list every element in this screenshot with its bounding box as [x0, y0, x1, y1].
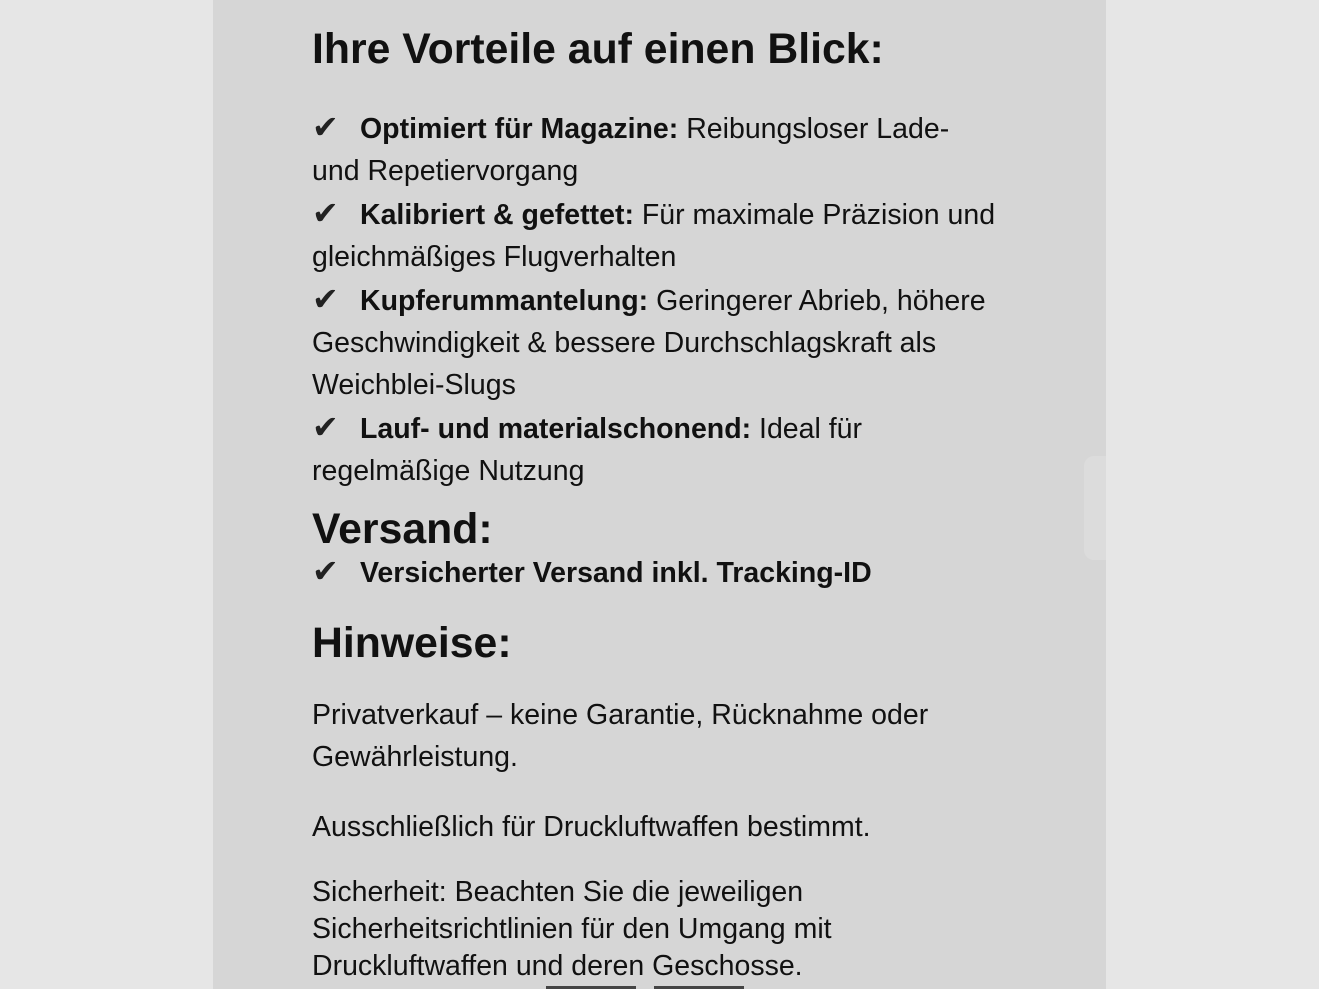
- check-icon: ✔: [312, 281, 339, 317]
- notes-heading: Hinweise:: [312, 619, 512, 667]
- shipping-item: [312, 550, 872, 594]
- check-icon: ✔: [312, 409, 339, 445]
- note-safety: Sicherheit: Beachten Sie die jeweiligen Sicherheitsrichtlinien für den Umgang mit Druckluftwaffen und deren Geschosse.: [312, 876, 832, 982]
- check-icon: ✔: [312, 109, 339, 145]
- benefit-gentle: [312, 406, 1002, 492]
- benefit-text: Reibungsloser Lade- und Repetiervorgang: [312, 113, 950, 187]
- benefit-calibrated: [312, 192, 1002, 278]
- benefit-text: Ideal für regelmäßige Nutzung: [312, 413, 863, 487]
- benefit-label: Optimiert für Magazine:: [360, 113, 679, 145]
- benefit-label: Lauf- und materialschonend:: [360, 413, 752, 445]
- benefit-label: Kupferummantelung:: [360, 285, 649, 317]
- check-icon: ✔: [312, 195, 339, 231]
- note-private-sale: Privatverkauf – keine Garantie, Rücknahme oder Gewährleistung.: [312, 699, 929, 773]
- benefits-list: [312, 106, 1002, 492]
- benefit-magazine: [312, 106, 1002, 192]
- shipping-heading: Versand:: [312, 505, 493, 553]
- benefit-copper: [312, 278, 1002, 406]
- scroll-handle[interactable]: [1084, 456, 1106, 560]
- shipping-item-text: Versicherter Versand inkl. Tracking-ID: [360, 557, 872, 589]
- benefit-text: Geringerer Abrieb, höhere Geschwindigkeit & bessere Durchschlagskraft als Weichblei-Slugs: [312, 285, 986, 401]
- benefit-text: Für maximale Präzision und gleichmäßiges Flugverhalten: [312, 199, 996, 273]
- note-airguns-only: Ausschließlich für Druckluftwaffen bestimmt.: [312, 811, 871, 843]
- benefit-label: Kalibriert & gefettet:: [360, 199, 634, 231]
- check-icon: ✔: [312, 553, 339, 589]
- benefits-heading: Ihre Vorteile auf einen Blick:: [312, 25, 884, 73]
